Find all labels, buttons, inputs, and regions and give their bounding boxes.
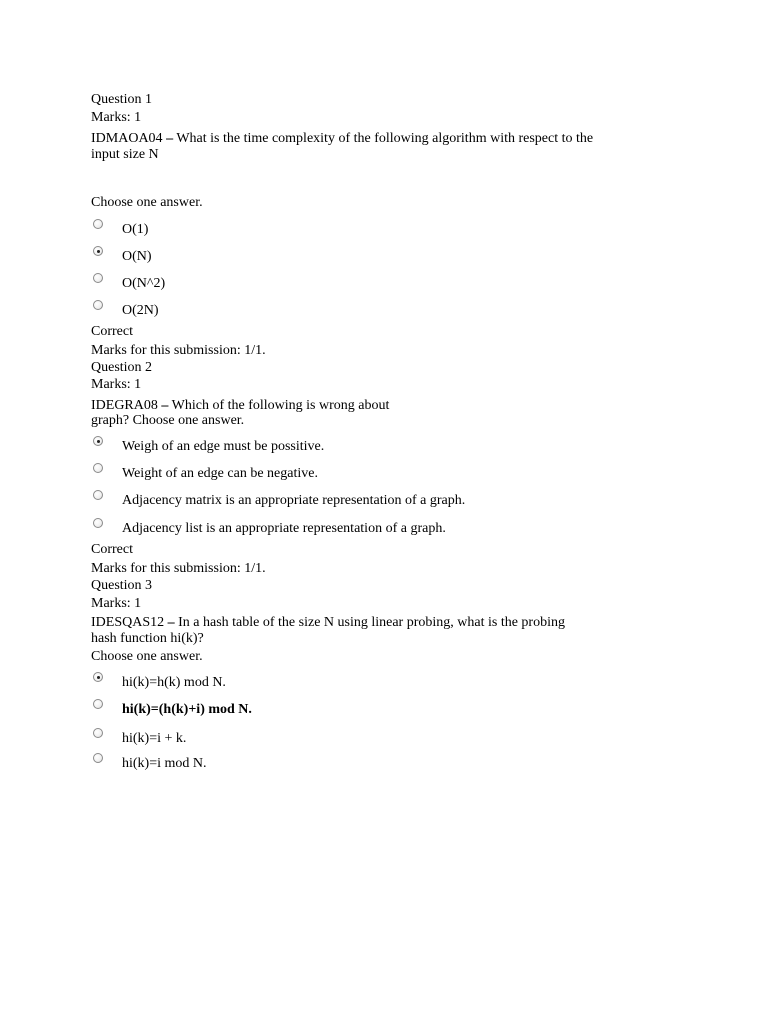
question-1-option[interactable] <box>91 300 691 320</box>
option-label: Weight of an edge can be negative. <box>122 466 318 481</box>
question-1-text-line-2: input size N <box>91 147 159 162</box>
question-2-marks: Marks: 1 <box>91 377 142 392</box>
question-2-text-line-1 <box>91 398 389 414</box>
question-3-title: Question 3 <box>91 578 153 593</box>
question-3-text-line-2: hash function hi(k)? <box>91 631 204 646</box>
radio-button[interactable] <box>93 300 103 310</box>
option-label: Adjacency list is an appropriate representation of a graph. <box>122 521 446 536</box>
question-2-option[interactable] <box>91 436 691 456</box>
option-label: O(1) <box>122 222 149 237</box>
radio-button[interactable] <box>93 728 103 738</box>
question-3-text-line-1 <box>91 615 565 631</box>
question-1-text-line-1 <box>91 131 593 147</box>
question-2-option[interactable] <box>91 463 691 483</box>
radio-button[interactable] <box>93 490 103 500</box>
option-label: hi(k)=h(k) mod N. <box>122 675 226 690</box>
question-3-marks: Marks: 1 <box>91 596 142 611</box>
question-2-text-line-2: graph? Choose one answer. <box>91 413 245 428</box>
question-2-dash: – <box>161 398 169 413</box>
question-1-dash: – <box>166 131 174 146</box>
question-2-option[interactable] <box>91 518 691 538</box>
radio-button-selected[interactable] <box>93 246 103 256</box>
question-1-submission-marks: Marks for this submission: 1/1. <box>91 343 266 358</box>
radio-button[interactable] <box>93 699 103 709</box>
question-3-prompt: Choose one answer. <box>91 649 203 664</box>
option-label: hi(k)=i + k. <box>122 731 187 746</box>
option-label: hi(k)=i mod N. <box>122 756 207 771</box>
option-label: Weigh of an edge must be possitive. <box>122 439 325 454</box>
question-1-option[interactable] <box>91 219 691 239</box>
radio-button[interactable] <box>93 753 103 763</box>
question-1-option[interactable] <box>91 273 691 293</box>
radio-button[interactable] <box>93 518 103 528</box>
radio-button[interactable] <box>93 273 103 283</box>
question-3-option[interactable] <box>91 728 691 748</box>
question-1-text: What is the time complexity of the following algorithm with respect to the <box>176 131 594 146</box>
option-label: O(N^2) <box>122 276 166 291</box>
option-label: Adjacency matrix is an appropriate representation of a graph. <box>122 493 466 508</box>
question-1-code: IDMAOA04 <box>91 131 163 146</box>
question-2-option[interactable] <box>91 490 691 510</box>
radio-button[interactable] <box>93 463 103 473</box>
question-1-option[interactable] <box>91 246 691 266</box>
option-label: O(N) <box>122 249 152 264</box>
question-2-code: IDEGRA08 <box>91 398 158 413</box>
question-1-marks: Marks: 1 <box>91 110 142 125</box>
question-1-title: Question 1 <box>91 92 153 107</box>
question-3-code: IDESQAS12 <box>91 615 165 630</box>
option-label: hi(k)=(h(k)+i) mod N. <box>122 702 252 717</box>
question-2-text: Which of the following is wrong about <box>171 398 390 413</box>
question-3-text: In a hash table of the size N using linear probing, what is the probing <box>178 615 565 630</box>
question-1-prompt: Choose one answer. <box>91 195 203 210</box>
question-3-option[interactable] <box>91 699 691 719</box>
question-2-result: Correct <box>91 542 133 557</box>
question-1-result: Correct <box>91 324 133 339</box>
question-3-dash: – <box>167 615 175 630</box>
question-2-title: Question 2 <box>91 360 153 375</box>
option-label: O(2N) <box>122 303 159 318</box>
question-2-submission-marks: Marks for this submission: 1/1. <box>91 561 266 576</box>
radio-button[interactable] <box>93 219 103 229</box>
radio-button-selected[interactable] <box>93 436 103 446</box>
radio-button-selected[interactable] <box>93 672 103 682</box>
question-3-option[interactable] <box>91 672 691 692</box>
question-3-option[interactable] <box>91 753 691 773</box>
